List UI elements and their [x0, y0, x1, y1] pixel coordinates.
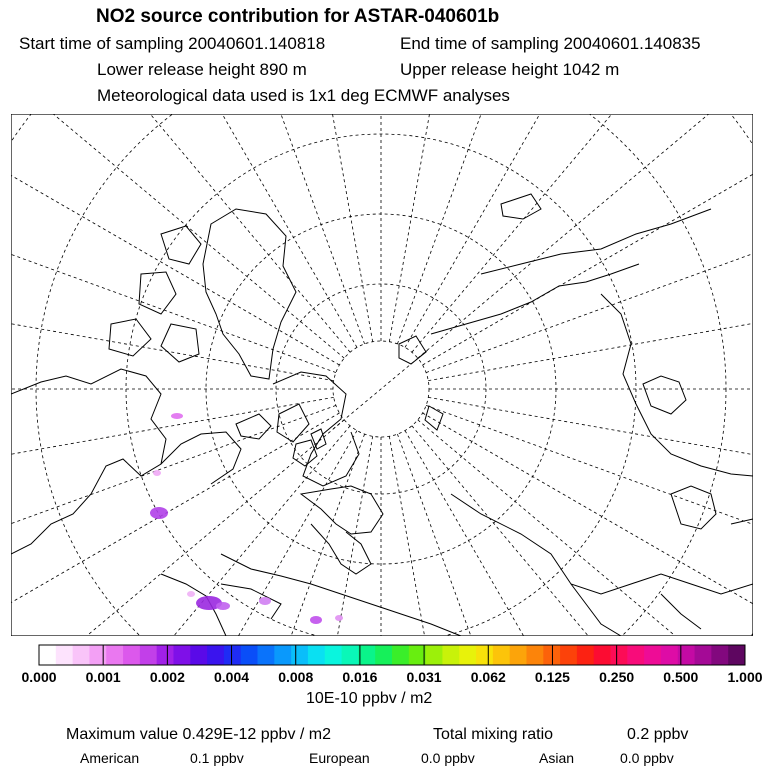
- colorbar-swatch: [190, 645, 207, 665]
- colorbar-tick-label: 0.000: [21, 669, 57, 685]
- colorbar-swatch: [426, 645, 443, 665]
- colorbar-swatch: [560, 645, 577, 665]
- end-time-label: End time of sampling 20040601.140835: [400, 34, 701, 53]
- colorbar-swatch: [274, 645, 291, 665]
- plume-patch: [187, 591, 195, 597]
- colorbar-swatch: [106, 645, 123, 665]
- colorbar-swatch: [342, 645, 359, 665]
- total-mixing-ratio-value: 0.2 ppbv: [627, 726, 689, 743]
- colorbar-swatch: [207, 645, 224, 665]
- asian-value: 0.0 ppbv: [620, 750, 674, 766]
- lower-release-height-label: Lower release height 890 m: [97, 60, 307, 79]
- colorbar-tick-label: 0.016: [342, 669, 378, 685]
- european-value: 0.0 ppbv: [421, 750, 475, 766]
- plume-patch: [150, 507, 168, 519]
- colorbar-tick-label: 0.002: [149, 669, 185, 685]
- colorbar-swatch: [392, 645, 409, 665]
- colorbar-swatch: [173, 645, 190, 665]
- plume-patch: [171, 413, 183, 419]
- upper-release-height-label: Upper release height 1042 m: [400, 60, 620, 79]
- colorbar-swatch: [409, 645, 426, 665]
- colorbar-swatch: [611, 645, 628, 665]
- colorbar-swatch: [442, 645, 459, 665]
- map-frame: [11, 114, 753, 636]
- colorbar-swatch: [73, 645, 90, 665]
- meteorological-data-label: Meteorological data used is 1x1 deg ECMWF analyses: [97, 86, 510, 105]
- plume-patch: [310, 616, 322, 624]
- colorbar-swatch: [258, 645, 275, 665]
- colorbar-swatch: [577, 645, 594, 665]
- colorbar-swatch: [325, 645, 342, 665]
- colorbar-swatch: [56, 645, 73, 665]
- colorbar-swatch: [157, 645, 174, 665]
- colorbar-swatch: [358, 645, 375, 665]
- plume-patch: [153, 470, 161, 476]
- plume-patch: [216, 602, 230, 610]
- colorbar-tick-label: 0.500: [663, 669, 699, 685]
- colorbar-swatch: [695, 645, 712, 665]
- max-value-label: Maximum value 0.429E-12 ppbv / m2: [66, 726, 332, 743]
- asian-label: Asian: [539, 750, 575, 766]
- colorbar-tick-label: 0.125: [534, 669, 570, 685]
- colorbar-swatch: [526, 645, 543, 665]
- colorbar-swatch: [510, 645, 527, 665]
- start-time-label: Start time of sampling 20040601.140818: [19, 34, 326, 53]
- colorbar-swatch: [89, 645, 106, 665]
- colorbar-swatch: [711, 645, 728, 665]
- colorbar-swatch: [644, 645, 661, 665]
- polar-map: [11, 114, 753, 636]
- colorbar-swatch: [476, 645, 493, 665]
- colorbar-swatch: [375, 645, 392, 665]
- colorbar-swatch: [308, 645, 325, 665]
- colorbar-swatch: [493, 645, 510, 665]
- map-title: NO2 source contribution for ASTAR-040601b: [96, 6, 500, 27]
- american-value: 0.1 ppbv: [190, 750, 244, 766]
- colorbar-tick-label: 0.008: [278, 669, 314, 685]
- american-label: American: [80, 750, 140, 766]
- colorbar-tick-label: 0.001: [85, 669, 121, 685]
- colorbar-swatch: [543, 645, 560, 665]
- plume-patch: [259, 597, 271, 605]
- colorbar-tick-label: 0.250: [599, 669, 635, 685]
- colorbar-swatch: [594, 645, 611, 665]
- colorbar-tick-label: 0.031: [406, 669, 442, 685]
- colorbar-tick-label: 0.004: [214, 669, 250, 685]
- colorbar-swatch: [140, 645, 157, 665]
- colorbar-tick-label: 0.062: [470, 669, 506, 685]
- colorbar-swatch: [39, 645, 56, 665]
- colorbar-tick-label: 1.000: [727, 669, 763, 685]
- colorbar: [38, 644, 746, 666]
- colorbar-swatch: [728, 645, 745, 665]
- colorbar-swatch: [241, 645, 258, 665]
- plume-patch: [335, 615, 343, 621]
- european-label: European: [309, 750, 370, 766]
- colorbar-swatch: [123, 645, 140, 665]
- colorbar-swatch: [661, 645, 678, 665]
- colorbar-units: 10E-10 ppbv / m2: [306, 690, 433, 707]
- colorbar-swatch: [291, 645, 308, 665]
- total-mixing-ratio-label: Total mixing ratio: [433, 726, 554, 743]
- colorbar-swatch: [627, 645, 644, 665]
- colorbar-swatch: [459, 645, 476, 665]
- colorbar-swatch: [224, 645, 241, 665]
